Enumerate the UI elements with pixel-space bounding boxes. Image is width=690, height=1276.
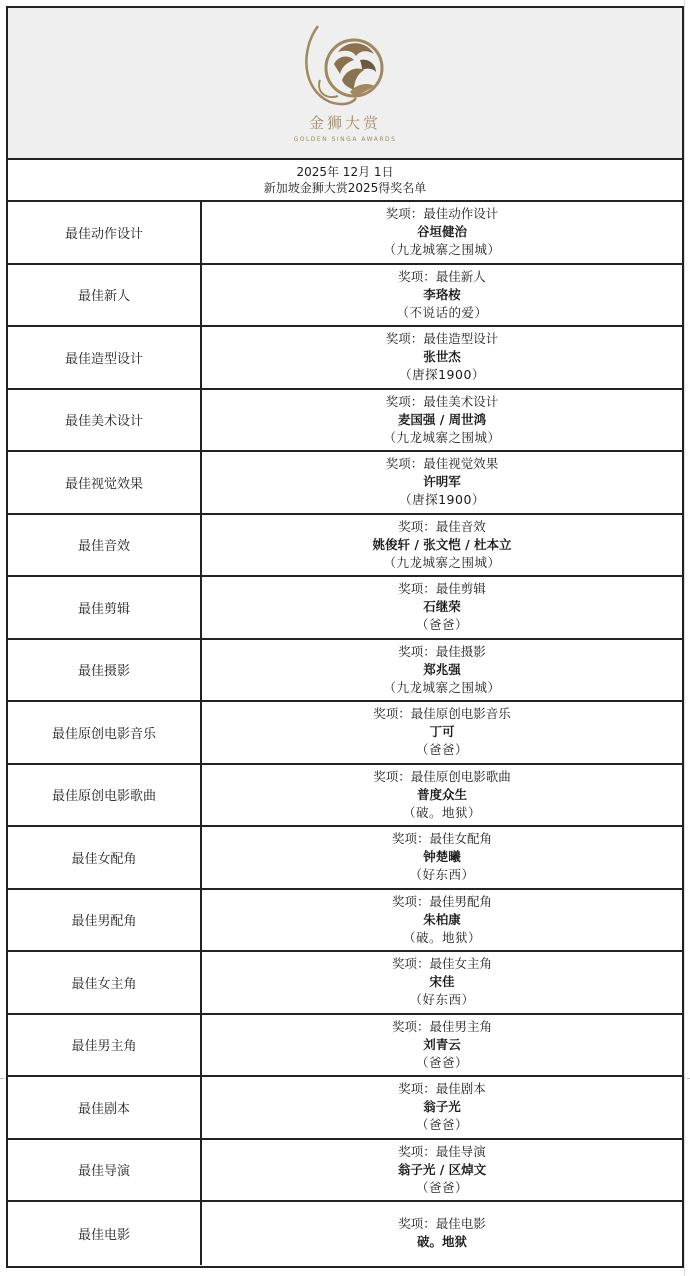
winner-name: 朱柏康 [423, 911, 461, 927]
award-detail [202, 640, 682, 701]
award-category: 最佳剪辑 [8, 577, 202, 638]
logo-chinese-text: 金狮大赏 [308, 114, 381, 132]
award-label: 奖项：最佳女主角 [391, 956, 492, 972]
award-category: 最佳美术设计 [8, 390, 202, 451]
award-detail [202, 765, 682, 826]
award-category: 最佳视觉效果 [8, 452, 202, 513]
winner-name: 李珞桉 [423, 286, 461, 302]
winner-name: 石继荣 [423, 599, 461, 615]
award-label: 奖项：最佳原创电影歌曲 [373, 768, 511, 784]
award-category: 最佳剧本 [8, 1077, 202, 1138]
award-label: 奖项：最佳动作设计 [385, 206, 499, 222]
award-category: 最佳女配角 [8, 827, 202, 888]
film-title: （九龙城寨之围城） [383, 429, 501, 445]
award-detail [202, 265, 682, 326]
film-title: （爸爸） [415, 617, 468, 633]
table-row [8, 390, 682, 453]
award-label: 奖项：最佳女配角 [391, 831, 492, 847]
table-row [8, 202, 682, 265]
award-detail [202, 1015, 682, 1076]
award-label: 奖项：最佳音效 [398, 518, 486, 534]
winner-name: 郑兆强 [423, 661, 461, 677]
winner-name: 宋佳 [429, 974, 455, 990]
table-row [8, 1015, 682, 1078]
awards-sheet [6, 6, 684, 1268]
awards-table [8, 202, 682, 1265]
award-category: 最佳女主角 [8, 952, 202, 1013]
award-category: 最佳动作设计 [8, 202, 202, 263]
table-row [8, 452, 682, 515]
award-category: 最佳音效 [8, 515, 202, 576]
award-detail [202, 827, 682, 888]
table-row [8, 640, 682, 703]
film-title: （好东西） [409, 992, 475, 1008]
table-row [8, 1140, 682, 1203]
award-detail [202, 327, 682, 388]
award-label: 奖项：最佳美术设计 [385, 393, 499, 409]
award-label: 奖项：最佳新人 [398, 268, 486, 284]
title-block [8, 160, 682, 202]
award-category: 最佳电影 [8, 1202, 202, 1265]
award-label: 奖项：最佳摄影 [398, 643, 486, 659]
award-category: 最佳摄影 [8, 640, 202, 701]
table-row [8, 1202, 682, 1265]
award-detail [202, 390, 682, 451]
table-row [8, 265, 682, 328]
winner-name: 翁子光 / 区焯文 [397, 1161, 487, 1177]
award-detail [202, 577, 682, 638]
table-row [8, 577, 682, 640]
announcement-date: 2025年 12月 1日 [296, 165, 394, 179]
winner-name: 翁子光 [423, 1099, 461, 1115]
award-label: 奖项：最佳导演 [398, 1143, 486, 1159]
award-category: 最佳原创电影歌曲 [8, 765, 202, 826]
award-detail [202, 202, 682, 263]
winner-name: 破。地狱 [416, 1234, 467, 1250]
film-title: （不说话的爱） [396, 304, 488, 320]
winner-name: 麦国强 / 周世鸿 [397, 411, 487, 427]
table-row [8, 327, 682, 390]
film-title: （破。地狱） [402, 804, 481, 820]
table-row [8, 702, 682, 765]
table-row [8, 515, 682, 578]
award-detail [202, 515, 682, 576]
winner-name: 钟楚曦 [423, 849, 461, 865]
winner-name: 刘青云 [423, 1036, 461, 1052]
winner-name: 丁可 [429, 724, 455, 740]
film-title: （爸爸） [415, 1117, 468, 1133]
film-title: （爸爸） [415, 1179, 468, 1195]
film-title: （九龙城寨之围城） [383, 242, 501, 258]
award-label: 奖项：最佳剧本 [398, 1081, 486, 1097]
award-category: 最佳新人 [8, 265, 202, 326]
film-title: （唐探1900） [399, 492, 485, 508]
award-detail [202, 952, 682, 1013]
golden-lion-logo-icon [290, 20, 400, 110]
table-row [8, 952, 682, 1015]
award-label: 奖项：最佳男配角 [391, 893, 492, 909]
film-title: （九龙城寨之围城） [383, 554, 501, 570]
award-category: 最佳男主角 [8, 1015, 202, 1076]
award-category: 最佳男配角 [8, 890, 202, 951]
table-row [8, 765, 682, 828]
film-title: （爸爸） [415, 1054, 468, 1070]
table-row [8, 1077, 682, 1140]
film-title: （破。地狱） [402, 929, 481, 945]
film-title: （好东西） [409, 867, 475, 883]
film-title: （唐探1900） [399, 367, 485, 383]
winner-name: 许明军 [423, 474, 461, 490]
award-category: 最佳造型设计 [8, 327, 202, 388]
film-title: （九龙城寨之围城） [383, 679, 501, 695]
award-label: 奖项：最佳电影 [398, 1216, 486, 1232]
winner-name: 普度众生 [416, 786, 467, 802]
winner-name: 谷垣健治 [416, 224, 467, 240]
award-detail [202, 890, 682, 951]
award-detail [202, 1077, 682, 1138]
award-label: 奖项：最佳男主角 [391, 1018, 492, 1034]
winner-name: 张世杰 [423, 349, 461, 365]
award-detail [202, 702, 682, 763]
award-label: 奖项：最佳原创电影音乐 [373, 706, 511, 722]
logo-header [8, 8, 682, 160]
table-row [8, 890, 682, 953]
page-edge [684, 0, 690, 1276]
award-label: 奖项：最佳视觉效果 [385, 456, 499, 472]
award-detail [202, 1202, 682, 1265]
logo-english-text: GOLDEN SINGA AWARDS [293, 136, 397, 143]
table-row [8, 827, 682, 890]
award-category: 最佳原创电影音乐 [8, 702, 202, 763]
winner-name: 姚俊轩 / 张文恺 / 杜本立 [372, 536, 512, 552]
award-label: 奖项：最佳造型设计 [385, 331, 499, 347]
award-detail [202, 1140, 682, 1201]
award-label: 奖项：最佳剪辑 [398, 581, 486, 597]
list-title: 新加坡金狮大赏2025得奖名单 [263, 181, 427, 195]
award-category: 最佳导演 [8, 1140, 202, 1201]
film-title: （爸爸） [415, 742, 468, 758]
award-detail [202, 452, 682, 513]
